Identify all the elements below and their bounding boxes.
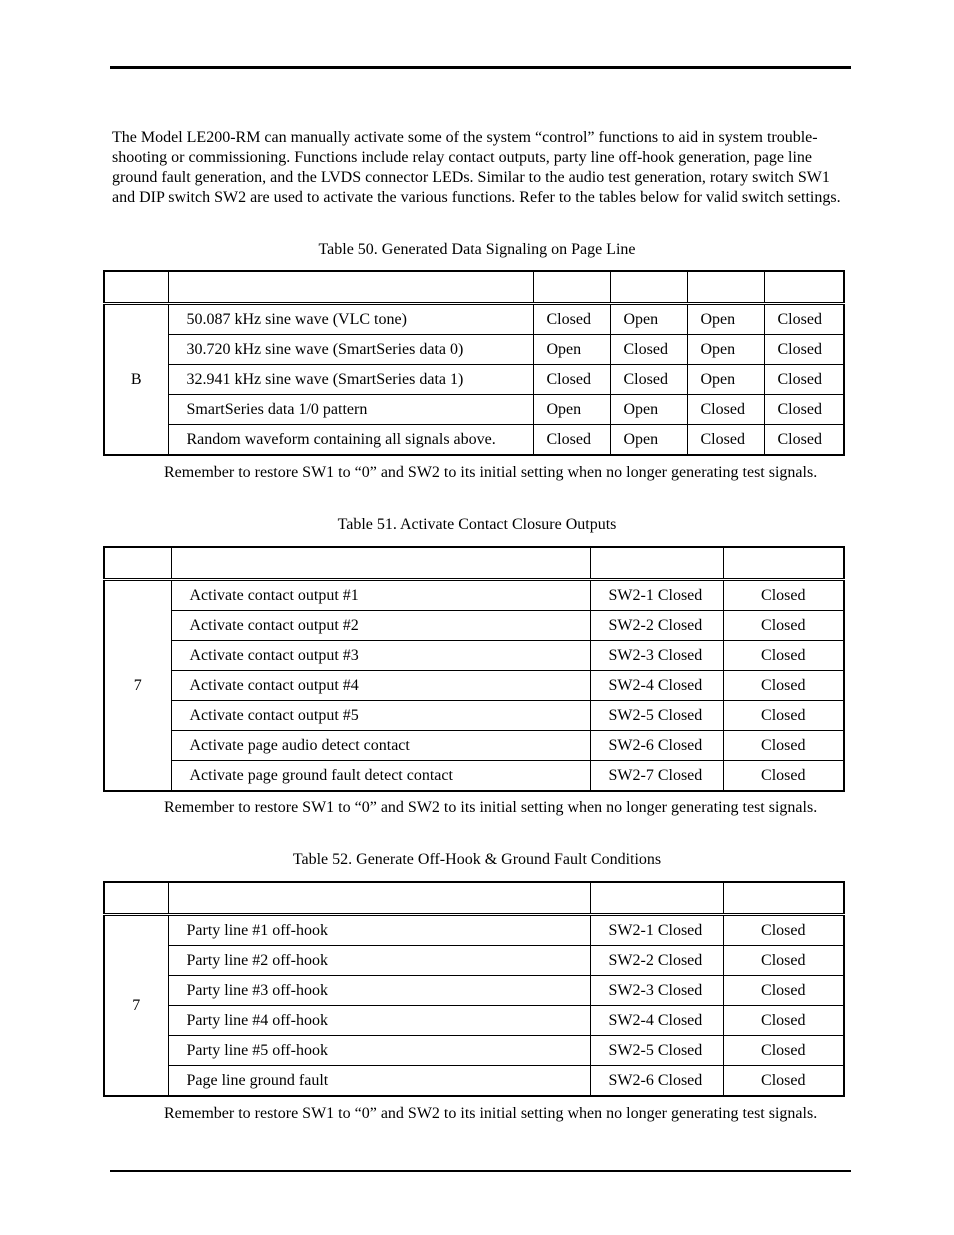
description-cell: Party line #3 off-hook [168, 976, 590, 1006]
table-row [104, 641, 844, 671]
switch-cell: Closed [723, 641, 844, 671]
table-52 [103, 881, 845, 1097]
switch-cell: SW2-5 Closed [590, 1036, 723, 1066]
switch-cell: Closed [687, 425, 764, 456]
switch-cell: Closed [723, 671, 844, 701]
switch-cell: Closed [723, 1066, 844, 1097]
table-row [104, 976, 844, 1006]
table-row [104, 671, 844, 701]
table-row [104, 395, 844, 425]
header-rule [110, 66, 851, 69]
table-row [104, 1036, 844, 1066]
description-cell: Activate contact output #2 [171, 611, 590, 641]
table-row [104, 611, 844, 641]
switch-cell: SW2-2 Closed [590, 946, 723, 976]
description-cell: 32.941 kHz sine wave (SmartSeries data 1) [168, 365, 533, 395]
table-50 [103, 270, 845, 456]
switch-cell: Closed [723, 580, 844, 611]
table-row [104, 365, 844, 395]
description-cell: Activate contact output #1 [171, 580, 590, 611]
sw1-position-cell: B [104, 304, 168, 456]
table-50-caption: Table 50. Generated Data Signaling on Page Line [318, 241, 636, 258]
description-cell: Activate page ground fault detect contact [171, 761, 590, 792]
switch-cell: Closed [764, 304, 844, 335]
switch-cell: Closed [764, 395, 844, 425]
table-row [104, 335, 844, 365]
restore-note: Remember to restore SW1 to “0” and SW2 to its initial setting when no longer generating test signals. [164, 799, 818, 816]
switch-cell: Closed [533, 365, 610, 395]
table-row [104, 1066, 844, 1097]
table-header-row [104, 271, 844, 304]
description-cell: Activate contact output #5 [171, 701, 590, 731]
switch-cell: Closed [687, 395, 764, 425]
table-row [104, 425, 844, 456]
table-row [104, 761, 844, 792]
switch-cell: Open [687, 335, 764, 365]
table-52-caption: Table 52. Generate Off-Hook & Ground Fault Conditions [292, 851, 662, 868]
switch-cell: SW2-3 Closed [590, 641, 723, 671]
intro-paragraph: The Model LE200-RM can manually activate some of the system “control” functions to aid in system trouble-shooting or commissioning. Functions include relay contact outputs, party line off-hook generation, page line ground fault generation, and the LVDS connector LEDs. Similar to the audio test generation, rotary switch SW1 and DIP switch SW2 are used to activate the various functions. Refer to the tables below for valid switch settings. [112, 129, 841, 206]
table-51-caption: Table 51. Activate Contact Closure Outputs [337, 516, 617, 533]
table-51 [103, 546, 845, 792]
switch-cell: SW2-2 Closed [590, 611, 723, 641]
switch-cell: SW2-1 Closed [590, 580, 723, 611]
description-cell: 50.087 kHz sine wave (VLC tone) [168, 304, 533, 335]
description-cell: Party line #2 off-hook [168, 946, 590, 976]
table-row [104, 946, 844, 976]
switch-cell: Closed [533, 425, 610, 456]
switch-cell: Open [610, 304, 687, 335]
description-cell: Party line #4 off-hook [168, 1006, 590, 1036]
switch-cell: Closed [723, 976, 844, 1006]
restore-note: Remember to restore SW1 to “0” and SW2 to its initial setting when no longer generating test signals. [164, 464, 818, 481]
description-cell: Activate contact output #3 [171, 641, 590, 671]
switch-cell: Closed [723, 1006, 844, 1036]
switch-cell: SW2-4 Closed [590, 671, 723, 701]
switch-cell: Open [533, 395, 610, 425]
switch-cell: Open [610, 425, 687, 456]
switch-cell: Closed [533, 304, 610, 335]
switch-cell: SW2-3 Closed [590, 976, 723, 1006]
switch-cell: SW2-6 Closed [590, 731, 723, 761]
switch-cell: Open [610, 395, 687, 425]
switch-cell: Open [533, 335, 610, 365]
switch-cell: Closed [610, 335, 687, 365]
switch-cell: SW2-1 Closed [590, 915, 723, 946]
switch-cell: Closed [723, 761, 844, 792]
table-row [104, 580, 844, 611]
switch-cell: Closed [764, 335, 844, 365]
switch-cell: Closed [764, 365, 844, 395]
switch-cell: SW2-6 Closed [590, 1066, 723, 1097]
description-cell: Activate page audio detect contact [171, 731, 590, 761]
switch-cell: Open [687, 365, 764, 395]
switch-cell: Closed [723, 1036, 844, 1066]
switch-cell: Closed [723, 946, 844, 976]
table-row [104, 701, 844, 731]
switch-cell: Closed [764, 425, 844, 456]
description-cell: Page line ground fault [168, 1066, 590, 1097]
description-cell: Party line #1 off-hook [168, 915, 590, 946]
table-row [104, 1006, 844, 1036]
description-cell: Activate contact output #4 [171, 671, 590, 701]
switch-cell: SW2-7 Closed [590, 761, 723, 792]
description-cell: SmartSeries data 1/0 pattern [168, 395, 533, 425]
sw1-position-cell: 7 [104, 915, 168, 1097]
table-header-row [104, 547, 844, 580]
switch-cell: Closed [723, 731, 844, 761]
switch-cell: Closed [610, 365, 687, 395]
table-row [104, 915, 844, 946]
switch-cell: Closed [723, 701, 844, 731]
switch-cell: Closed [723, 611, 844, 641]
restore-note: Remember to restore SW1 to “0” and SW2 to its initial setting when no longer generating test signals. [164, 1105, 818, 1122]
table-row [104, 304, 844, 335]
table-row [104, 731, 844, 761]
description-cell: 30.720 kHz sine wave (SmartSeries data 0) [168, 335, 533, 365]
switch-cell: Open [687, 304, 764, 335]
switch-cell: Closed [723, 915, 844, 946]
description-cell: Random waveform containing all signals above. [168, 425, 533, 456]
switch-cell: SW2-5 Closed [590, 701, 723, 731]
sw1-position-cell: 7 [104, 580, 171, 792]
footer-rule [110, 1170, 851, 1172]
switch-cell: SW2-4 Closed [590, 1006, 723, 1036]
table-header-row [104, 882, 844, 915]
description-cell: Party line #5 off-hook [168, 1036, 590, 1066]
